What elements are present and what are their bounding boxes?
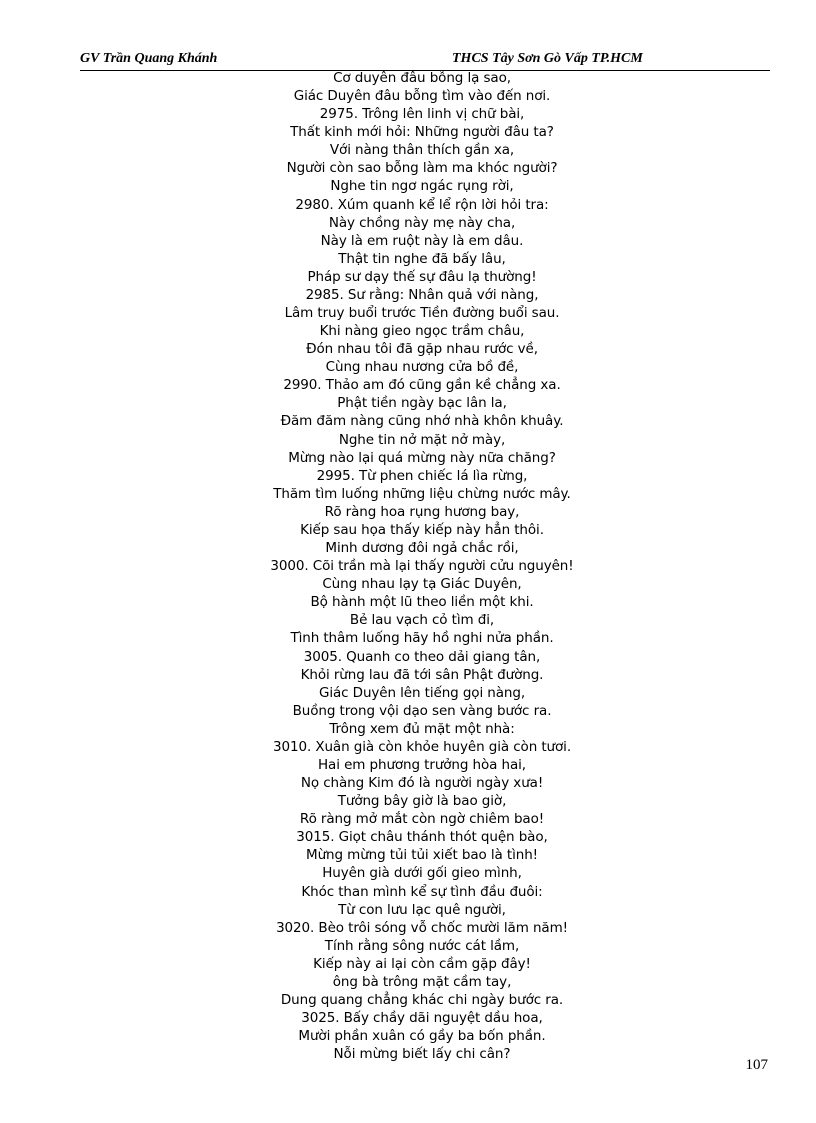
poem-line: Nghe tin nở mặt nở mày, [338,431,506,448]
poem-line: Khỏi rừng lau đã tới sân Phật đường. [300,666,544,683]
poem-line: Cơ duyên đâu bỗng lạ sao, [333,70,511,86]
poem-line: Khi nàng gieo ngọc trầm châu, [319,323,525,340]
poem-line: Bẻ lau vạch cỏ tìm đi, [349,612,495,629]
poem-line: Nỗi mừng biết lấy chi cân? [333,1046,511,1063]
poem-line: Minh dương đôi ngả chắc rồi, [325,540,519,557]
poem-line: Lâm truy buổi trước Tiền đường buổi sau. [284,305,560,322]
poem-line: 2995. Từ phen chiếc lá lìa rừng, [316,467,528,484]
poem-line: Thật tin nghe đã bấy lâu, [338,250,506,267]
poem-line: Từ con lưu lạc quê người, [338,901,506,918]
poem-line: Hai em phương trưởng hòa hai, [318,756,526,773]
poem-line: Rõ ràng hoa rụng hương bay, [324,503,520,520]
poem-line: Mừng mừng tủi tủi xiết bao là tình! [306,847,538,864]
poem-line: Đăm đăm nàng cũng nhớ nhà khôn khuây. [280,413,564,430]
poem-line: 2975. Trông lên linh vị chữ bài, [319,106,525,123]
poem-line: ông bà trông mặt cầm tay, [332,973,512,990]
poem-line: 3005. Quanh co theo dải giang tân, [303,648,541,665]
poem-line: 3000. Cõi trần mà lại thấy người cửu nguyên! [270,558,574,575]
poem-line: 3025. Bấy chầy dãi nguyệt dầu hoa, [301,1010,543,1027]
poem-line: 3020. Bèo trôi sóng vỗ chốc mười lăm năm! [276,919,568,936]
poem-line: Mười phần xuân có gầy ba bốn phần. [298,1028,546,1045]
poem-line: Giác Duyên đâu bỗng tìm vào đến nơi. [293,88,551,105]
poem-line: 3015. Giọt châu thánh thót quện bào, [296,829,548,846]
poem-line: Pháp sư dạy thế sự đâu lạ thường! [307,268,537,285]
poem-line: Giác Duyên lên tiếng gọi nàng, [318,684,526,701]
poem-line: Phật tiền ngày bạc lân la, [337,395,507,412]
poem-line: Rõ ràng mở mắt còn ngờ chiêm bao! [299,811,545,828]
poem-line: Tính rằng sông nước cát lầm, [324,937,520,954]
poem-line: Nghe tin ngơ ngác rụng rời, [330,178,514,195]
poem-line: Cùng nhau nương cửa bồ đề, [325,359,519,376]
header-school: THCS Tây Sơn Gò Vấp TP.HCM [452,51,643,66]
poem-line: Kiếp này ai lại còn cầm gặp đây! [313,955,531,972]
header-author: GV Trần Quang Khánh [80,51,218,66]
page-number: 107 [745,1057,768,1073]
poem-line: Tưởng bây giờ là bao giờ, [337,793,507,810]
poem-line: 3010. Xuân già còn khỏe huyên già còn tươi. [272,738,572,755]
poem-line: Buồng trong vội dạo sen vàng bước ra. [292,702,552,719]
poem-line: Này là em ruột này là em dâu. [320,232,524,249]
poem-line: Tình thâm luống hãy hồ nghi nửa phần. [290,630,554,647]
poem-line: Thất kinh mới hỏi: Những người đâu ta? [290,124,554,141]
poem-line: Mừng nào lại quá mừng này nữa chăng? [288,449,556,466]
poem-line: 2985. Sư rằng: Nhân quả với nàng, [305,286,539,303]
poem-line: Khóc than mình kể sự tình đầu đuôi: [301,883,543,900]
poem-line: Thăm tìm luống những liệu chừng nước mây. [273,485,571,502]
poem-line: Kiếp sau họa thấy kiếp này hẳn thôi. [300,521,544,538]
poem-line: 2990. Thảo am đó cũng gần kề chẳng xa. [283,377,561,394]
poem-line: Người còn sao bỗng làm ma khóc người? [286,160,558,177]
poem-line: Bộ hành một lũ theo liền một khi. [310,594,534,611]
poem-line: 2980. Xúm quanh kể lể rộn lời hỏi tra: [295,196,549,213]
poem-line: Với nàng thân thích gần xa, [329,142,515,159]
poem-line: Này chồng này mẹ này cha, [328,214,516,231]
page-header [80,50,770,71]
poem-line: Đón nhau tôi đã gặp nhau rước về, [306,341,538,358]
poem-line: Huyên già dưới gối gieo mình, [322,865,522,882]
poem-line: Trông xem đủ mặt một nhà: [329,720,515,737]
poem-line: Dung quang chẳng khác chi ngày bước ra. [280,991,564,1008]
poem-line: Nọ chàng Kim đó là người ngày xưa! [300,775,544,792]
poem-line: Cùng nhau lạy tạ Giác Duyên, [322,576,522,593]
poem-text [140,69,704,1063]
